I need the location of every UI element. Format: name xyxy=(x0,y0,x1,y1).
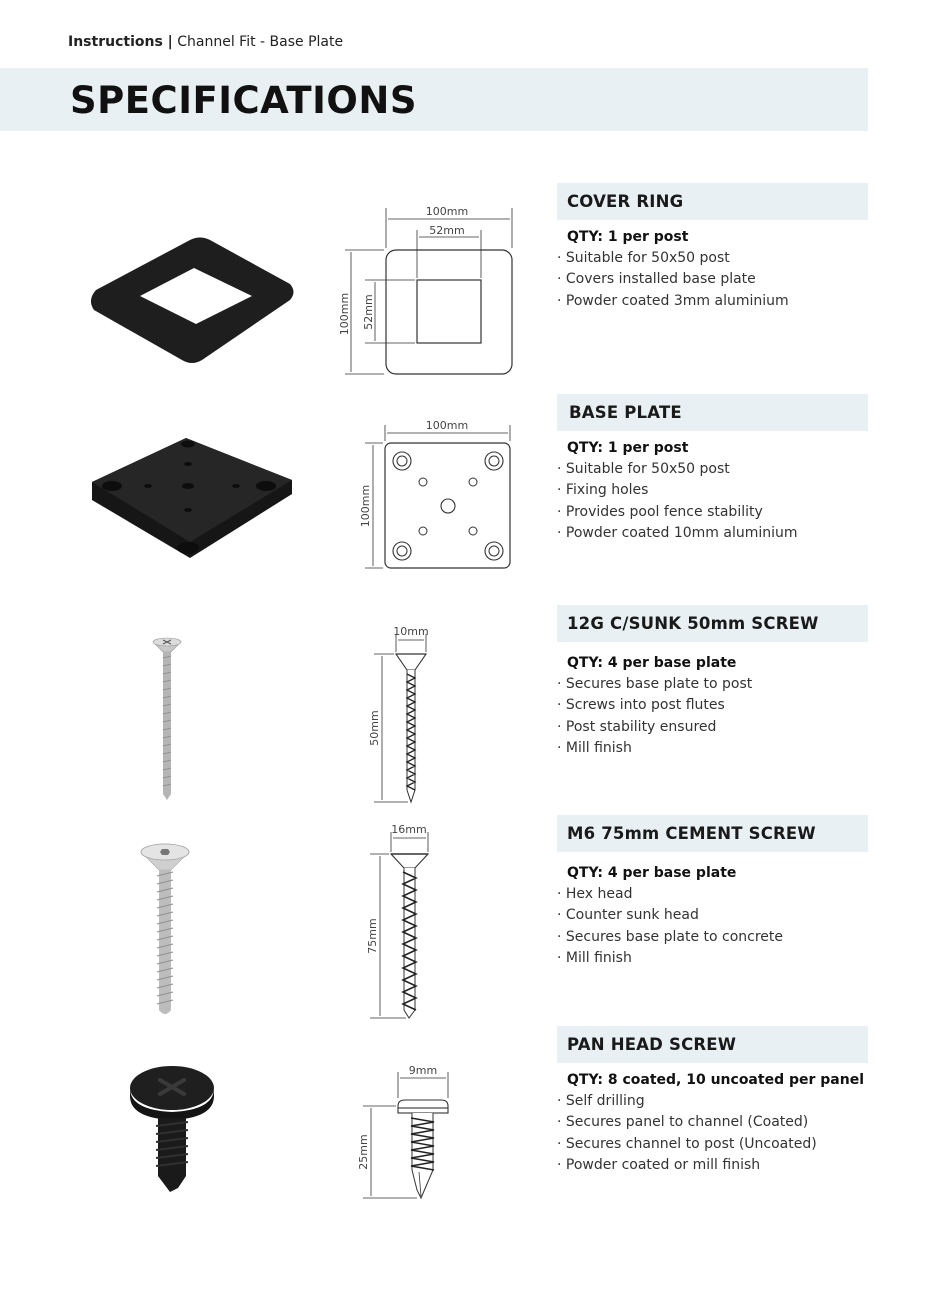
qty-text: QTY: 1 per post xyxy=(567,229,689,245)
breadcrumb xyxy=(68,34,343,50)
bullet-item: · Covers installed base plate xyxy=(557,269,887,290)
cement-screw-photo xyxy=(135,840,195,1020)
pan-head-screw-drawing xyxy=(355,1060,455,1205)
bullet-item: · Secures channel to post (Uncoated) xyxy=(557,1134,887,1155)
bullet-item: · Secures panel to channel (Coated) xyxy=(557,1112,887,1133)
bullet-item: · Suitable for 50x50 post xyxy=(557,459,887,480)
bullet-item: · Mill finish xyxy=(557,738,887,759)
spec-details-cover-ring xyxy=(557,229,887,312)
cover-ring-drawing xyxy=(335,200,520,380)
cement-screw-drawing xyxy=(362,820,442,1025)
bullet-item: · Provides pool fence stability xyxy=(557,502,887,523)
spec-heading-csk-screw: 12G C/SUNK 50mm SCREW xyxy=(557,605,868,642)
title-banner xyxy=(0,68,868,131)
bullet-item: · Post stability ensured xyxy=(557,717,887,738)
csk-screw-photo xyxy=(145,634,190,802)
dim-label: 100mm xyxy=(338,292,351,336)
breadcrumb-text: Channel Fit - Base Plate xyxy=(172,34,344,50)
spec-heading-cover-ring: COVER RING xyxy=(557,183,868,220)
bullet-item: · Powder coated 10mm aluminium xyxy=(557,523,887,544)
qty-text: QTY: 8 coated, 10 uncoated per panel xyxy=(567,1072,864,1088)
bullet-item: · Powder coated or mill finish xyxy=(557,1155,887,1176)
spec-details-csk-screw xyxy=(557,655,887,759)
bullet-item: · Powder coated 3mm aluminium xyxy=(557,291,887,312)
qty-text: QTY: 1 per post xyxy=(567,440,689,456)
dim-label: 100mm xyxy=(425,205,469,218)
bullet-item: · Counter sunk head xyxy=(557,905,887,926)
bullet-item: · Hex head xyxy=(557,884,887,905)
bullet-item: · Mill finish xyxy=(557,948,887,969)
spec-details-pan-head-screw xyxy=(557,1072,887,1176)
spec-details-base-plate xyxy=(557,440,887,544)
bullet-item: · Self drilling xyxy=(557,1091,887,1112)
qty-text: QTY: 4 per base plate xyxy=(567,655,737,671)
spec-heading-cement-screw: M6 75mm CEMENT SCREW xyxy=(557,815,868,852)
csk-screw-drawing xyxy=(370,622,440,807)
dim-label: 75mm xyxy=(366,918,379,954)
pan-head-screw-photo xyxy=(124,1062,219,1197)
dim-label: 100mm xyxy=(425,419,469,432)
bullet-item: · Suitable for 50x50 post xyxy=(557,248,887,269)
dim-label: 52mm xyxy=(429,224,465,237)
bullet-item: · Screws into post flutes xyxy=(557,695,887,716)
dim-label: 16mm xyxy=(391,823,427,836)
bullet-item: · Secures base plate to post xyxy=(557,674,887,695)
bullet-item: · Fixing holes xyxy=(557,480,887,501)
page-title: SPECIFICATIONS xyxy=(70,79,417,122)
base-plate-drawing xyxy=(355,415,520,575)
spec-details-cement-screw xyxy=(557,865,887,969)
dim-label: 25mm xyxy=(357,1134,370,1170)
dim-label: 100mm xyxy=(359,484,372,528)
dim-label: 52mm xyxy=(362,294,375,330)
dim-label: 50mm xyxy=(368,710,381,746)
bullet-item: · Secures base plate to concrete xyxy=(557,927,887,948)
dim-label: 10mm xyxy=(393,625,429,638)
spec-heading-base-plate: BASE PLATE xyxy=(557,394,868,431)
dim-label: 9mm xyxy=(408,1064,438,1077)
cover-ring-photo xyxy=(82,232,302,372)
breadcrumb-strong: Instructions | xyxy=(68,34,173,50)
base-plate-photo xyxy=(86,434,301,564)
qty-text: QTY: 4 per base plate xyxy=(567,865,737,881)
spec-heading-pan-head-screw: PAN HEAD SCREW xyxy=(557,1026,868,1063)
